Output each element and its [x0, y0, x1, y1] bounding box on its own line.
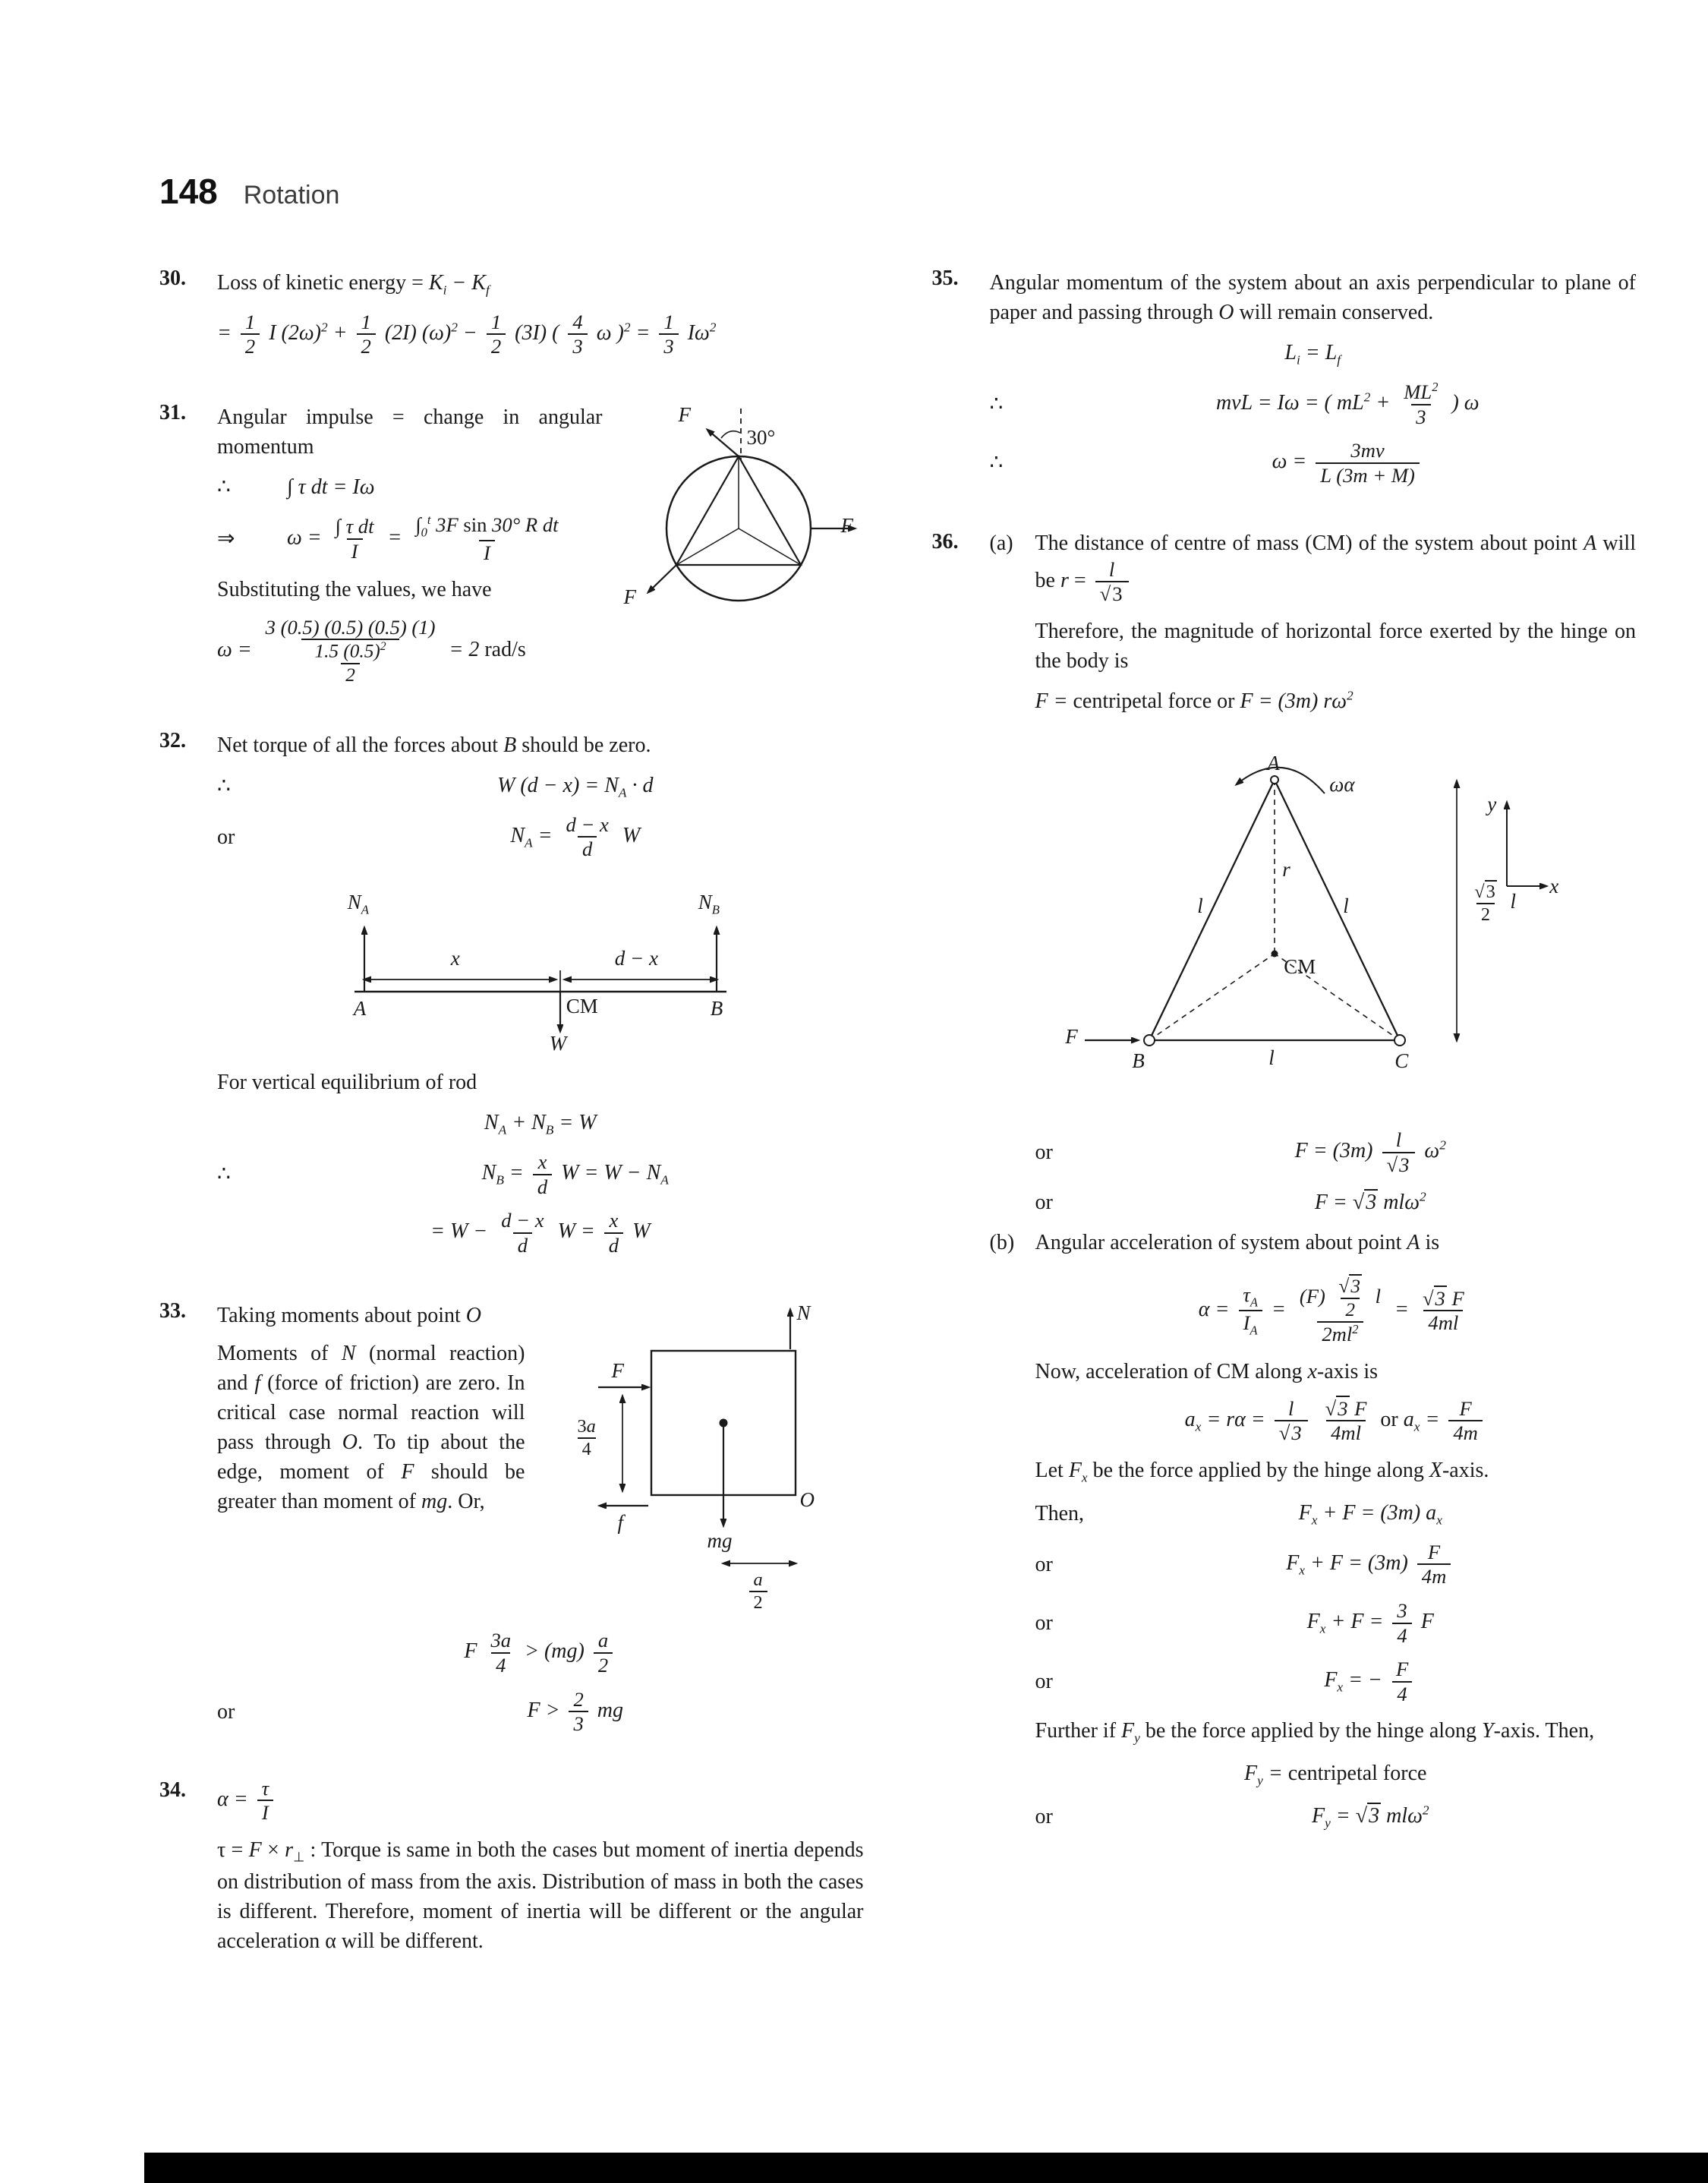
- pivot-O-label: O: [799, 1488, 815, 1512]
- problem-31: [159, 399, 864, 697]
- problem-number: 32.: [159, 728, 186, 752]
- y-axis-label: y: [1487, 793, 1497, 816]
- part-a-body-continued: [990, 1128, 1637, 1216]
- equation-row: [1035, 1759, 1637, 1790]
- problem-number: 31.: [159, 401, 186, 425]
- distance-d-minus-x-label: d − x: [614, 946, 658, 970]
- equation: ω = $\frac{3 (0.5) (0.5) (0.5) (1)}{\frac{1.5 (0.5)^2}{2}}$ = 2 rad/s: [217, 615, 526, 686]
- point-B-label: B: [710, 996, 723, 1020]
- equation-label: or: [1035, 1805, 1053, 1829]
- force-F-top-label: F: [678, 403, 691, 427]
- equation-label: ⇒: [217, 526, 235, 550]
- equation-row: [217, 1629, 864, 1677]
- problem-body: [217, 727, 864, 1268]
- force-F-label: F: [611, 1359, 624, 1383]
- equation-row: [217, 813, 864, 861]
- equation-row: [217, 1108, 864, 1140]
- weight-mg-label: mg: [707, 1529, 733, 1553]
- page-number: 148: [159, 172, 218, 211]
- equation: $F_y = √3$ mlω$^2$: [1311, 1803, 1429, 1831]
- equation: $F_x + F$ = $\frac{3}{4}$ F: [1306, 1598, 1434, 1647]
- equation: $a_x = r\alpha$ = $\frac{l}{√3}$ $\frac{√3 F}{4ml}$ or $a_x$ = $\frac{F}{4m}$: [1035, 1397, 1637, 1445]
- equation: $F_x + F = (3m)$ $\frac{F}{4m}$: [1105, 1541, 1637, 1588]
- equation-row: [217, 513, 603, 565]
- equation: $L_i = L_f$: [1284, 341, 1341, 368]
- weight-W-label: W: [549, 1031, 567, 1055]
- distance-x-label: x: [450, 946, 460, 970]
- problem-body: [990, 528, 1637, 1844]
- cm-label: CM: [1284, 955, 1316, 979]
- solution-text: Taking moments about point O: [217, 1304, 482, 1328]
- x-axis-label: x: [1549, 875, 1559, 898]
- equation-row: [1035, 1128, 1637, 1176]
- equation: = $\frac{1}{2}$ I $(2\omega)^2$ + $\frac{1}{2}$ (2I) $(\omega)^2$ − $\frac{1}{2}$ (3I) ( $\frac{4}{3}$ ω )$^2$ = $\frac{1}{3}$ $I\omega^2$: [217, 310, 717, 358]
- equation-row: [990, 338, 1637, 370]
- page-header: [159, 171, 1636, 212]
- part-label: (a): [989, 531, 1013, 555]
- radius-r-label: r: [1282, 858, 1290, 882]
- equation: ω = $\frac{\text{∫ τ dt}}{I}$ = $\frac{\int_0^t 3F \sin 30^\circ R dt}{I}$: [287, 512, 559, 564]
- equation: $F_y$ = centripetal force: [1244, 1762, 1427, 1788]
- side-l-right-label: l: [1343, 894, 1349, 918]
- problem-body: [990, 265, 1637, 498]
- equation: α = $\frac{\tau_A}{I_A}$ = (F) $\frac{√3}{2}$ l $2ml^2$ = $\frac{√3 F}{4ml}$: [1198, 1276, 1464, 1346]
- solution-text: Let $F_x$ be the force applied by the hinge along X-axis.: [1035, 1459, 1489, 1485]
- equation: F $\frac{3a}{4}$ > (mg) $\frac{a}{2}$: [217, 1629, 864, 1677]
- equation-row: [990, 380, 1637, 428]
- page-bottom-edge: [144, 2153, 1708, 2183]
- problem-number: 30.: [159, 267, 186, 290]
- problem-36: [932, 528, 1637, 1844]
- height-dimension-label: $\frac{√3}{2}$ l: [1474, 882, 1517, 926]
- right-column: [932, 265, 1637, 1874]
- solution-text: Angular acceleration of system about point A is: [1035, 1230, 1440, 1254]
- equation: F = centripetal force or F = (3m) $r\omega^2$: [1035, 688, 1353, 714]
- problem-body: [217, 1298, 864, 1746]
- force-F-right-label: F: [840, 514, 853, 538]
- side-l-bottom-label: l: [1268, 1046, 1275, 1070]
- equation-label: or: [1035, 1140, 1053, 1165]
- equation: mvL = Iω = ( $mL^2$ + $\frac{ML^2}{3}$ ) ω: [1215, 380, 1480, 428]
- equation-row: [1035, 1498, 1637, 1530]
- equation-label: ∴: [217, 1162, 231, 1187]
- solution-text: Now, acceleration of CM along x-axis is: [1035, 1359, 1379, 1383]
- problem-body: [217, 265, 864, 369]
- equation: F = (3m) $\frac{l}{√3}$ $\omega^2$: [1294, 1128, 1446, 1177]
- equation-row: [217, 1777, 864, 1825]
- solution-text: Further if $F_y$ be the force applied by the hinge along Y-axis. Then,: [1035, 1719, 1595, 1746]
- equation-row: [1035, 1397, 1637, 1445]
- part-a: [990, 528, 1637, 614]
- equation: $N_B$ = $\frac{x}{d}$ $W = W - N_A$: [481, 1150, 669, 1198]
- problem-34: [159, 1777, 864, 1964]
- equation-row: [990, 439, 1637, 487]
- equation: = W − $\frac{d - x}{d}$ W = $\frac{x}{d}$ W: [430, 1209, 651, 1257]
- solution-text: Net torque of all the forces about B should be zero.: [217, 733, 651, 757]
- rod-diagram: [328, 872, 753, 1062]
- part-b: [990, 1228, 1637, 1265]
- figure-tipping-block: [537, 1298, 864, 1624]
- equation-label: ∴: [989, 451, 1004, 475]
- part-b-body: [990, 1276, 1637, 1833]
- equation-row: [217, 1688, 864, 1736]
- force-F-label: F: [1065, 1025, 1078, 1049]
- problem-body: [217, 399, 864, 697]
- two-column-layout: [159, 265, 1636, 1994]
- problem-number: 34.: [159, 1778, 186, 1802]
- side-l-left-label: l: [1197, 894, 1203, 918]
- cm-label: CM: [566, 994, 598, 1017]
- equation-row: [1035, 1599, 1637, 1647]
- width-a-2-label: $\frac{a}{2}$: [745, 1569, 771, 1614]
- angle-30-label: 30°: [746, 426, 776, 450]
- left-column: [159, 265, 864, 1994]
- normal-N-label: N: [796, 1301, 811, 1325]
- figure-rod-reactions: [328, 872, 753, 1062]
- equation-row: [1035, 1801, 1637, 1833]
- problem-number: 36.: [931, 529, 959, 554]
- height-3a-4-label: $\frac{3a}{4}$: [577, 1416, 596, 1460]
- equation-label: Then,: [1035, 1502, 1085, 1526]
- solution-text: Angular momentum of the system about an axis perpendicular to plane of paper and passing through O will remain conserved.: [989, 271, 1636, 325]
- equation: F = √3 mlω$^2$: [1314, 1189, 1426, 1214]
- block-diagram: [537, 1298, 864, 1624]
- equation-row: [1035, 686, 1637, 716]
- problem-number: 33.: [159, 1299, 186, 1323]
- part-a-body: [990, 617, 1637, 717]
- disc-diagram: [613, 399, 864, 636]
- vertex-C-label: C: [1394, 1049, 1409, 1073]
- solution-text: The distance of centre of mass (CM) of the system about point A will be r = $\frac{l}{√3}$: [1035, 531, 1636, 606]
- equation: $F_x + F = (3m)$ $a_x$: [1298, 1500, 1442, 1528]
- equation-label: or: [217, 825, 235, 849]
- figure-disc-forces: [613, 399, 864, 636]
- normal-B-label: $N_B$: [698, 890, 720, 917]
- equation-row: [217, 311, 864, 358]
- vertex-A-label: A: [1267, 752, 1280, 775]
- equation-row: [1035, 1541, 1637, 1588]
- problem-35: [932, 265, 1637, 498]
- problem-number: 35.: [931, 267, 959, 290]
- point-A-label: A: [353, 996, 367, 1020]
- equation-label: or: [1035, 1190, 1053, 1214]
- solution-text: Loss of kinetic energy = $K_i - K_f$: [217, 271, 490, 298]
- equation-label: or: [217, 1699, 235, 1724]
- equation-row: [217, 616, 603, 686]
- problem-33: [159, 1298, 864, 1746]
- equation-label: or: [1035, 1610, 1053, 1635]
- equation-row: [1035, 1188, 1637, 1217]
- solution-text: Substituting the values, we have: [217, 578, 492, 602]
- problem-32: [159, 727, 864, 1268]
- equation-label: ∴: [989, 393, 1004, 417]
- omega-alpha-label: ωα: [1329, 773, 1355, 797]
- equation-row: [1035, 1658, 1637, 1705]
- force-F-bottom-label: F: [623, 585, 636, 609]
- equation: $N_A + N_B = W$: [484, 1111, 597, 1137]
- equation: α = $\frac{\tau}{I}$: [217, 1777, 864, 1825]
- equation: ω = $\frac{3mv}{L (3m + M)}$: [1060, 439, 1637, 487]
- equation-label: ∴: [217, 774, 231, 799]
- solution-text: Therefore, the magnitude of horizontal force exerted by the hinge on the body is: [1035, 619, 1636, 674]
- vertex-B-label: B: [1132, 1049, 1145, 1073]
- solution-text: $\tau = F \times r_\perp$ : Torque is same in both the cases but moment of inertia depends on distribution of mass from the axis. Distribution of mass in both the cases is different. Therefore, moment of inertia will be different or the angular acceleration α will be different.: [217, 1838, 864, 1954]
- chapter-title: Rotation: [243, 181, 340, 210]
- friction-f-label: f: [617, 1511, 624, 1535]
- part-label: (b): [989, 1230, 1015, 1254]
- equation-row: [217, 771, 864, 803]
- solution-text: For vertical equilibrium of rod: [217, 1070, 477, 1094]
- solution-text: Angular impulse = change in angular momentum: [217, 405, 603, 459]
- equation-row: [217, 1150, 864, 1198]
- equation: W $(d - x) = N_A \cdot d$: [497, 773, 654, 800]
- problem-30: [159, 265, 864, 369]
- problem-body: [217, 1777, 864, 1964]
- equation-row: [1035, 1276, 1637, 1346]
- normal-A-label: $N_A$: [347, 890, 369, 917]
- solution-text: Moments of N (normal reaction) and f (force of friction) are zero. In critical case normal reaction will pass through O. To tip about the edge, moment of F should be greater than moment of mg. Or,: [217, 1341, 525, 1514]
- equation: $N_A$ = $\frac{d - x}{d}$ W: [510, 812, 641, 861]
- equation-label: ∴: [217, 475, 231, 500]
- equation-label: or: [1035, 1552, 1053, 1576]
- equation: F > $\frac{2}{3}$ mg: [527, 1687, 624, 1736]
- equation: ∫ τ dt = Iω: [287, 475, 375, 500]
- equation-label: or: [1035, 1670, 1053, 1694]
- equation-row: [217, 1209, 864, 1257]
- equation: $F_x$ = − $\frac{F}{4}$: [1105, 1658, 1637, 1705]
- equation-row: [217, 472, 603, 502]
- figure-hinged-triangle: [1062, 727, 1563, 1118]
